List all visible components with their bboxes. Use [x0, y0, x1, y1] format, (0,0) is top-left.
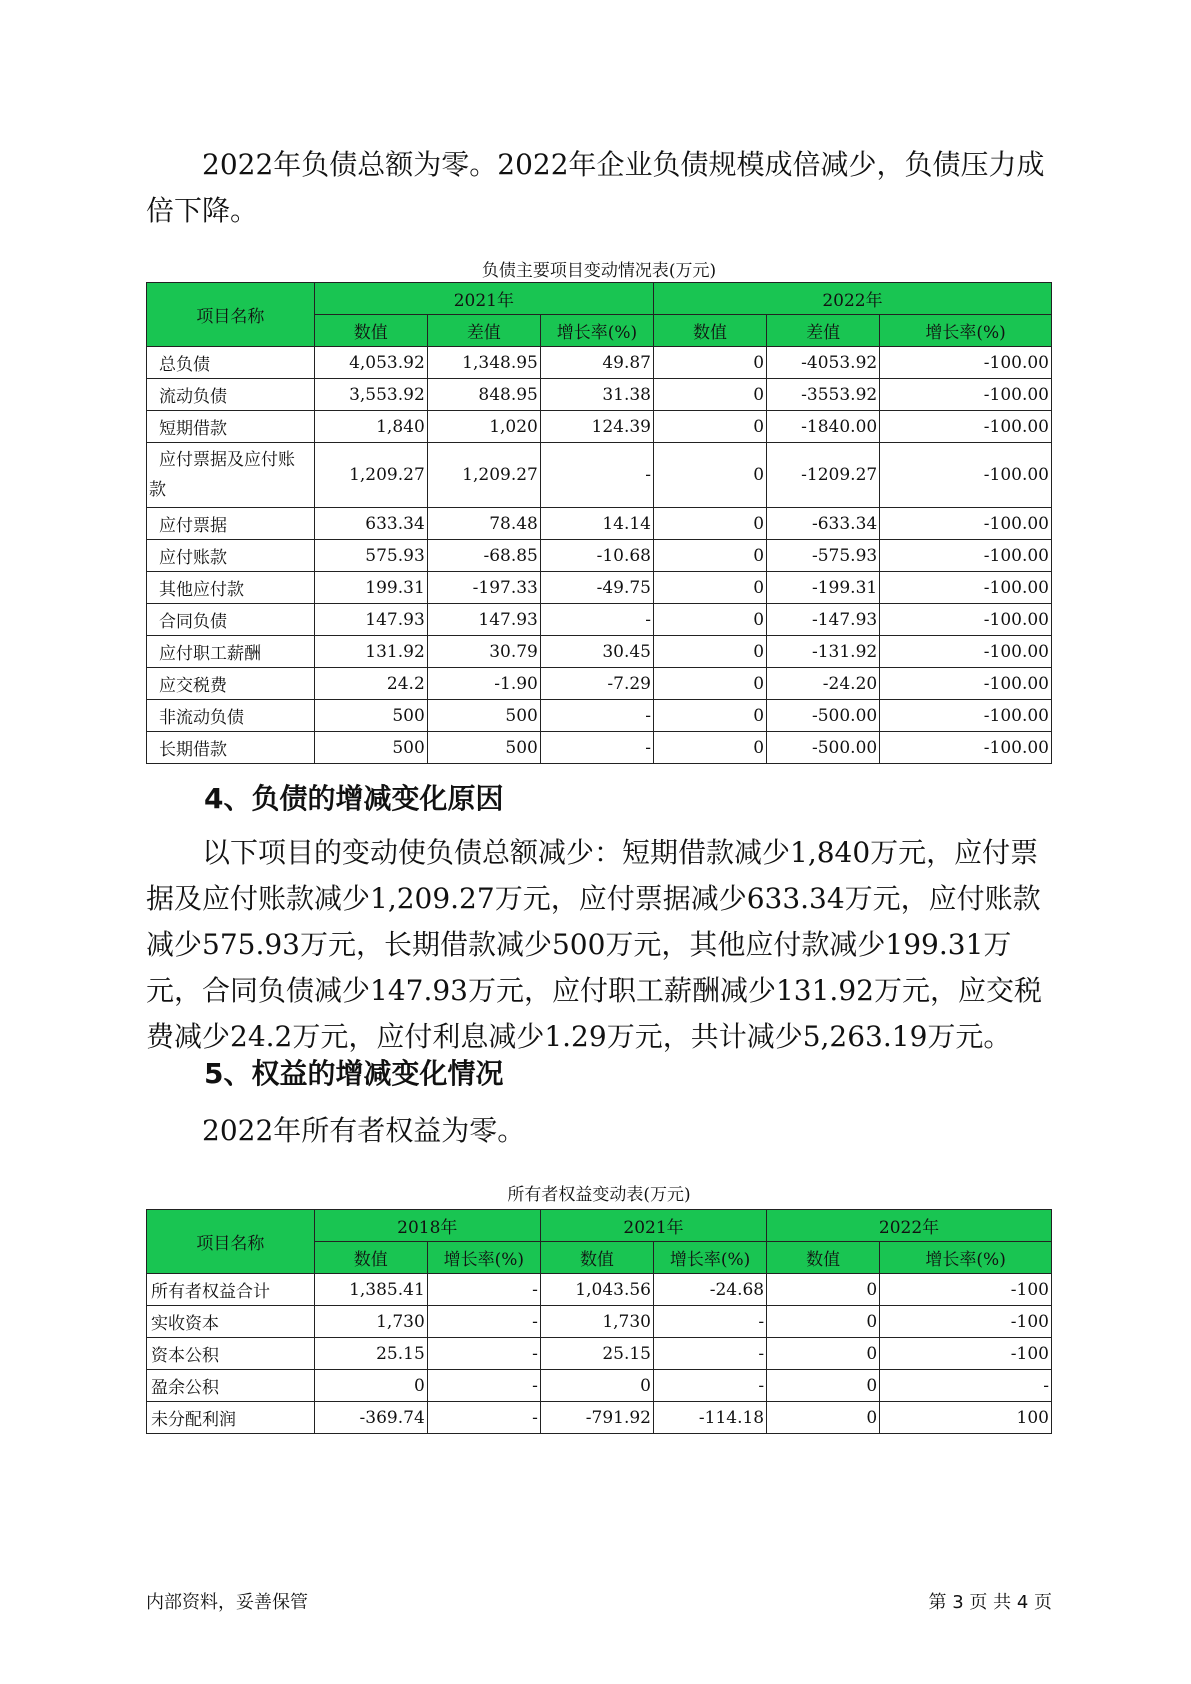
liability-year2-header: 2022年	[654, 283, 1052, 315]
table-cell: -1840.00	[767, 411, 880, 443]
table-cell: 1,043.56	[540, 1274, 653, 1306]
table-cell: -197.33	[427, 572, 540, 604]
row-label: 短期借款	[147, 411, 315, 443]
table-cell: 24.2	[314, 668, 427, 700]
footer-confidential-note: 内部资料，妥善保管	[146, 1592, 308, 1613]
table-row	[147, 379, 1052, 411]
table-row	[147, 668, 1052, 700]
row-label: 长期借款	[147, 732, 315, 764]
table-cell: -100	[880, 1274, 1052, 1306]
equity-subheader: 数值	[767, 1242, 880, 1274]
table-cell: -7.29	[540, 668, 653, 700]
table-cell: -100.00	[880, 347, 1052, 379]
table-cell: -	[880, 1370, 1052, 1402]
footer-page-number: 第 3 页 共 4 页	[928, 1592, 1052, 1613]
table-row	[147, 636, 1052, 668]
table-cell: 100	[880, 1402, 1052, 1434]
table-cell: -369.74	[314, 1402, 427, 1434]
liability-subheader: 差值	[427, 315, 540, 347]
table-cell: 3,553.92	[314, 379, 427, 411]
table-cell: -4053.92	[767, 347, 880, 379]
table-cell: -100.00	[880, 540, 1052, 572]
table-cell: -131.92	[767, 636, 880, 668]
row-label: 其他应付款	[147, 572, 315, 604]
table-cell: 147.93	[427, 604, 540, 636]
table-cell: 633.34	[314, 508, 427, 540]
table-cell: 0	[767, 1402, 880, 1434]
table-row	[147, 540, 1052, 572]
table-cell: 500	[314, 700, 427, 732]
table-cell: -	[427, 1338, 540, 1370]
table-cell: -100.00	[880, 700, 1052, 732]
table-row	[147, 1306, 1052, 1338]
table-cell: -100.00	[880, 604, 1052, 636]
table-cell: 0	[654, 668, 767, 700]
table-cell: 0	[654, 732, 767, 764]
table-cell: -	[654, 1370, 767, 1402]
equity-year2-header: 2021年	[540, 1210, 766, 1242]
table-cell: 131.92	[314, 636, 427, 668]
table-cell: -24.68	[654, 1274, 767, 1306]
row-label: 非流动负债	[147, 700, 315, 732]
table-cell: 30.45	[540, 636, 653, 668]
table-row	[147, 1370, 1052, 1402]
table-cell: -114.18	[654, 1402, 767, 1434]
table-cell: -100.00	[880, 732, 1052, 764]
table-cell: 124.39	[540, 411, 653, 443]
liability-table-caption: 负债主要项目变动情况表(万元)	[481, 261, 717, 281]
table-row	[147, 572, 1052, 604]
equity-name-header: 项目名称	[147, 1210, 315, 1274]
equity-table-body	[147, 1274, 1052, 1434]
table-cell: -633.34	[767, 508, 880, 540]
row-label: 应付账款	[147, 540, 315, 572]
table-cell: -	[427, 1306, 540, 1338]
equity-table	[146, 1209, 1052, 1434]
table-row	[147, 700, 1052, 732]
table-cell: 575.93	[314, 540, 427, 572]
table-cell: 848.95	[427, 379, 540, 411]
table-cell: -49.75	[540, 572, 653, 604]
table-cell: -68.85	[427, 540, 540, 572]
equity-table-caption: 所有者权益变动表(万元)	[507, 1185, 691, 1205]
table-row	[147, 604, 1052, 636]
table-cell: -791.92	[540, 1402, 653, 1434]
table-cell: 0	[654, 572, 767, 604]
row-label: 应付票据及应付账款	[147, 443, 315, 508]
table-cell: 500	[427, 732, 540, 764]
table-cell: -100.00	[880, 668, 1052, 700]
heading-liability-reasons: 4、负债的增减变化原因	[204, 782, 504, 815]
equity-subheader: 增长率(%)	[427, 1242, 540, 1274]
table-cell: 1,209.27	[314, 443, 427, 508]
table-cell: -	[540, 604, 653, 636]
row-label: 所有者权益合计	[147, 1274, 315, 1306]
table-cell: 1,840	[314, 411, 427, 443]
row-label: 流动负债	[147, 379, 315, 411]
table-cell: -100.00	[880, 572, 1052, 604]
table-row	[147, 1338, 1052, 1370]
row-label: 盈余公积	[147, 1370, 315, 1402]
table-cell: -500.00	[767, 700, 880, 732]
liability-subheader: 增长率(%)	[540, 315, 653, 347]
table-cell: 0	[767, 1370, 880, 1402]
row-label: 总负债	[147, 347, 315, 379]
table-cell: 1,209.27	[427, 443, 540, 508]
table-cell: -500.00	[767, 732, 880, 764]
liability-subheader: 差值	[767, 315, 880, 347]
liability-table-body	[147, 347, 1052, 764]
table-cell: 0	[767, 1338, 880, 1370]
table-cell: 0	[540, 1370, 653, 1402]
table-cell: -	[427, 1274, 540, 1306]
table-cell: 4,053.92	[314, 347, 427, 379]
table-cell: 0	[767, 1274, 880, 1306]
table-cell: 25.15	[314, 1338, 427, 1370]
equity-subheader: 数值	[314, 1242, 427, 1274]
table-cell: 25.15	[540, 1338, 653, 1370]
table-cell: 0	[314, 1370, 427, 1402]
table-cell: -100.00	[880, 508, 1052, 540]
table-cell: -1.90	[427, 668, 540, 700]
equity-year3-header: 2022年	[767, 1210, 1052, 1242]
table-cell: 0	[654, 700, 767, 732]
table-cell: 30.79	[427, 636, 540, 668]
table-cell: -575.93	[767, 540, 880, 572]
table-cell: 199.31	[314, 572, 427, 604]
table-cell: 1,730	[540, 1306, 653, 1338]
row-label: 资本公积	[147, 1338, 315, 1370]
liability-year1-header: 2021年	[314, 283, 653, 315]
table-cell: 0	[654, 347, 767, 379]
equity-subheader: 增长率(%)	[880, 1242, 1052, 1274]
liability-table	[146, 282, 1052, 764]
table-cell: 1,348.95	[427, 347, 540, 379]
liability-subheader: 数值	[654, 315, 767, 347]
table-cell: 1,730	[314, 1306, 427, 1338]
table-cell: -199.31	[767, 572, 880, 604]
table-cell: -	[540, 732, 653, 764]
table-cell: 1,020	[427, 411, 540, 443]
intro-paragraph: 2022年负债总额为零。2022年企业负债规模成倍减少，负债压力成倍下降。	[146, 148, 1045, 227]
table-cell: -	[654, 1306, 767, 1338]
table-cell: -24.20	[767, 668, 880, 700]
table-cell: 31.38	[540, 379, 653, 411]
table-cell: 78.48	[427, 508, 540, 540]
table-row	[147, 1402, 1052, 1434]
table-cell: -147.93	[767, 604, 880, 636]
table-cell: -100.00	[880, 636, 1052, 668]
table-cell: 147.93	[314, 604, 427, 636]
liability-subheader: 增长率(%)	[880, 315, 1052, 347]
table-cell: -3553.92	[767, 379, 880, 411]
row-label: 应付职工薪酬	[147, 636, 315, 668]
table-cell: 1,385.41	[314, 1274, 427, 1306]
equity-paragraph: 2022年所有者权益为零。	[202, 1114, 526, 1147]
row-label: 合同负债	[147, 604, 315, 636]
table-cell: -100.00	[880, 379, 1052, 411]
row-label: 应付票据	[147, 508, 315, 540]
table-cell: -100	[880, 1306, 1052, 1338]
table-cell: -100.00	[880, 411, 1052, 443]
table-cell: -	[427, 1370, 540, 1402]
table-cell: 500	[314, 732, 427, 764]
table-row	[147, 411, 1052, 443]
table-cell: -	[540, 443, 653, 508]
table-cell: -100.00	[880, 443, 1052, 508]
table-cell: 49.87	[540, 347, 653, 379]
row-label: 实收资本	[147, 1306, 315, 1338]
row-label: 未分配利润	[147, 1402, 315, 1434]
table-cell: -	[654, 1338, 767, 1370]
table-cell: 0	[767, 1306, 880, 1338]
table-cell: 0	[654, 508, 767, 540]
equity-subheader: 增长率(%)	[654, 1242, 767, 1274]
table-cell: 0	[654, 411, 767, 443]
table-cell: 0	[654, 604, 767, 636]
table-cell: -10.68	[540, 540, 653, 572]
reason-paragraph: 以下项目的变动使负债总额减少：短期借款减少1,840万元，应付票据及应付账款减少1,209.27万元，应付票据减少633.34万元，应付账款减少575.93万元，长期借款减少500万元，其他应付款减少199.31万元，合同负债减少147.93万元，应付职工薪酬减少131.92万元，应交税费减少24.2万元，应付利息减少1.29万元，共计减少5,263.19万元。	[146, 836, 1042, 1053]
equity-subheader: 数值	[540, 1242, 653, 1274]
row-label: 应交税费	[147, 668, 315, 700]
table-cell: 0	[654, 443, 767, 508]
table-cell: -	[427, 1402, 540, 1434]
table-cell: -1209.27	[767, 443, 880, 508]
table-cell: 0	[654, 540, 767, 572]
table-row	[147, 732, 1052, 764]
table-cell: 0	[654, 636, 767, 668]
table-cell: -	[540, 700, 653, 732]
table-cell: 500	[427, 700, 540, 732]
liability-subheader: 数值	[314, 315, 427, 347]
table-row	[147, 508, 1052, 540]
table-cell: 0	[654, 379, 767, 411]
table-cell: -100	[880, 1338, 1052, 1370]
heading-equity-changes: 5、权益的增减变化情况	[204, 1057, 504, 1090]
table-row	[147, 443, 1052, 508]
liability-name-header: 项目名称	[147, 283, 315, 347]
table-cell: 14.14	[540, 508, 653, 540]
table-row	[147, 347, 1052, 379]
equity-year1-header: 2018年	[314, 1210, 540, 1242]
table-row	[147, 1274, 1052, 1306]
